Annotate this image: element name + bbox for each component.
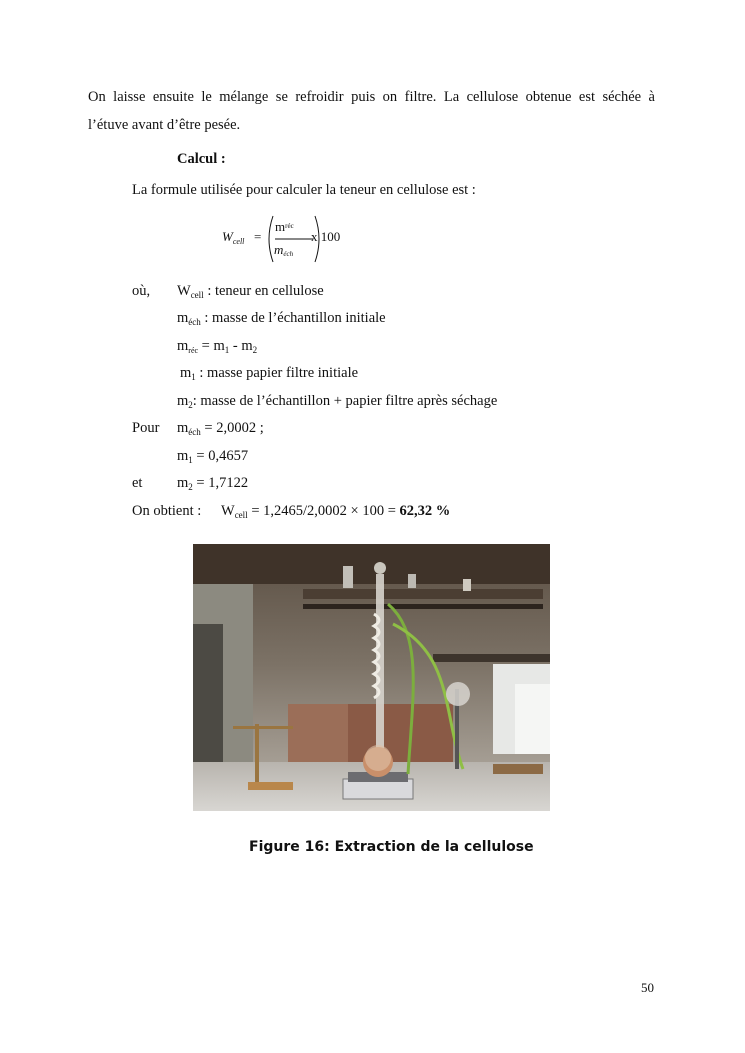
mrec-sub: réc — [188, 346, 199, 355]
wcell-sub: cell — [190, 290, 204, 300]
value-m2 — [177, 474, 248, 496]
mrec-main: m — [177, 338, 189, 354]
value-mech-sub: éch — [188, 427, 201, 437]
value-m2-value: = 1,7122 — [192, 475, 249, 491]
result-value: 62,32 % — [399, 503, 451, 519]
formula-denominator-main: m — [274, 242, 284, 257]
value-m2-main: m — [177, 475, 189, 491]
where-label: où, — [132, 283, 151, 299]
definition-wcell — [177, 282, 324, 304]
formula-multiplier: x 100 — [311, 229, 341, 244]
definition-m2 — [177, 392, 497, 414]
definition-mech — [177, 309, 386, 331]
formula-lhs-sub: cell — [232, 237, 245, 246]
value-mech — [177, 419, 264, 441]
mech-text: : masse de l’échantillon initiale — [200, 310, 386, 326]
formula-equals: = — [254, 229, 262, 244]
formula-lhs-main: W — [222, 229, 233, 244]
m2-main: m — [177, 393, 189, 409]
paragraph-line-1: On laisse ensuite le mélange se refroidir puis on filtre. La cellulose obtenue est séchée à — [88, 89, 655, 105]
formula-numerator — [275, 219, 294, 235]
et-label: et — [132, 475, 143, 491]
mrec-sub2: 2 — [252, 345, 258, 355]
value-m1 — [177, 447, 248, 469]
value-m2-sub: 2 — [188, 482, 193, 492]
m1-sub: 1 — [191, 372, 196, 382]
value-m1-value: = 0,4657 — [192, 448, 249, 464]
formula-denominator — [274, 242, 293, 258]
wcell-text: : teneur en cellulose — [203, 283, 324, 299]
formula-numerator-sub: réc — [285, 222, 294, 230]
pour-label: Pour — [132, 420, 160, 436]
result-w-sub: cell — [234, 510, 248, 520]
value-m1-sub: 1 — [188, 455, 193, 465]
result-w-main: W — [221, 503, 235, 519]
formula-intro: La formule utilisée pour calculer la teneur en cellulose est : — [132, 182, 476, 198]
definition-m1 — [180, 364, 358, 386]
mrec-minus: - m — [229, 338, 253, 354]
mech-sub: éch — [188, 317, 201, 327]
m1-text: : masse papier filtre initiale — [195, 365, 359, 381]
formula-numerator-main: m — [275, 219, 286, 234]
figure-photo — [193, 544, 550, 811]
result-label: On obtient : — [132, 503, 202, 519]
page-number: 50 — [641, 980, 654, 995]
mrec-eq: = m — [198, 338, 225, 354]
m1-main: m — [180, 365, 192, 381]
value-mech-main: m — [177, 420, 189, 436]
formula — [220, 214, 360, 264]
wcell-main: W — [177, 283, 191, 299]
value-mech-value: = 2,0002 ; — [200, 420, 264, 436]
definition-mrec — [177, 337, 257, 360]
formula-lhs — [222, 229, 244, 246]
result-expression — [221, 502, 450, 524]
mech-main: m — [177, 310, 189, 326]
section-title: Calcul : — [177, 151, 226, 167]
lab-photo-illustration — [193, 544, 550, 811]
formula-denominator-sub: éch — [283, 250, 294, 258]
value-m1-main: m — [177, 448, 189, 464]
m2-sub: 2 — [188, 400, 193, 410]
paragraph-line-2: l’étuve avant d’être pesée. — [88, 117, 241, 133]
mrec-sub1: 1 — [224, 345, 230, 355]
m2-text: : masse de l’échantillon + papier filtre après séchage — [192, 393, 498, 409]
result-expression-text: = 1,2465/2,0002 × 100 = — [247, 503, 400, 519]
figure-caption: Figure 16: Extraction de la cellulose — [249, 839, 534, 855]
